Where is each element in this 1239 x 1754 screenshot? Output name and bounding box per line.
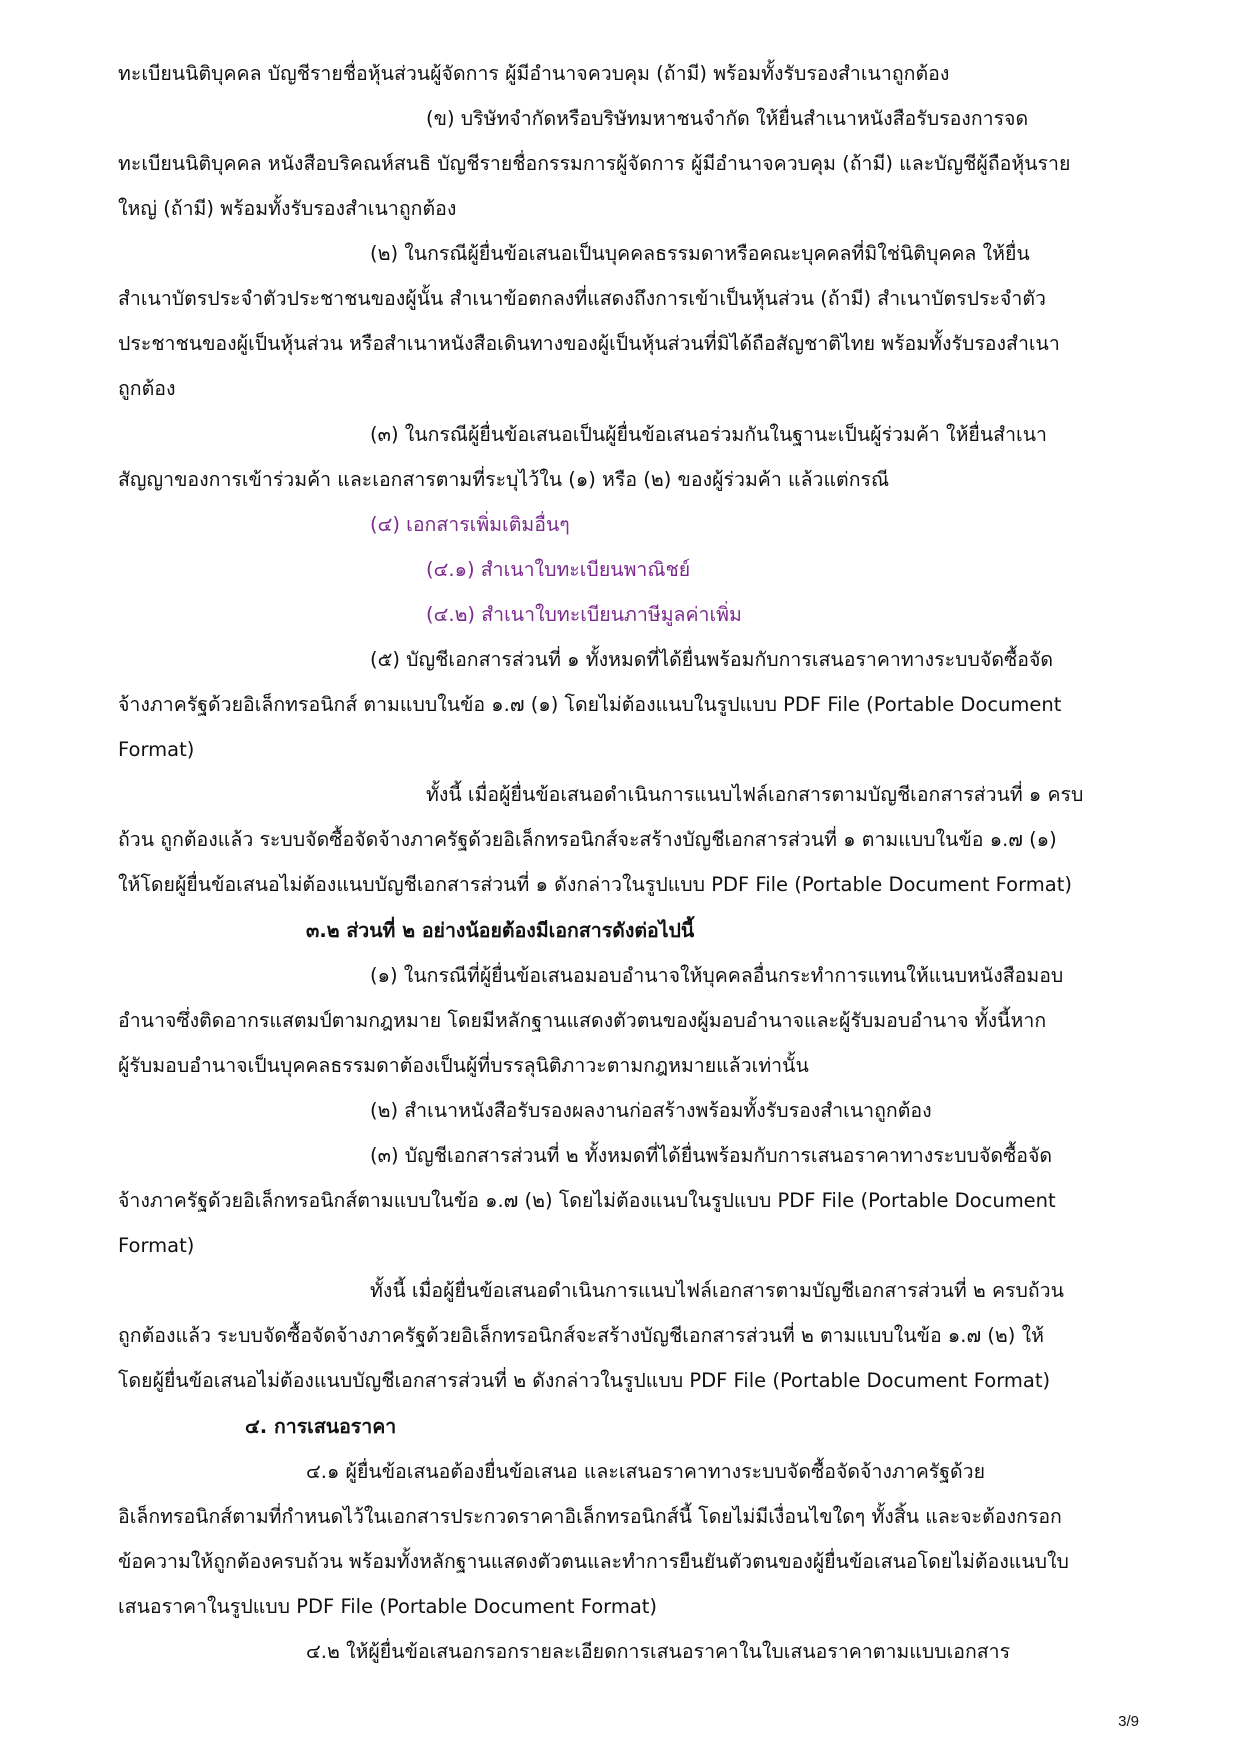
text-line: จ้างภาครัฐด้วยอิเล็กทรอนิกส์ ตามแบบในข้อ ๑.๗ (๑) โดยไม่ต้องแนบในรูปแบบ PDF File (Portable Document (118, 693, 1062, 716)
text-line: (๑) ในกรณีที่ผู้ยื่นข้อเสนอมอบอำนาจให้บุคคลอื่นกระทำการแทนให้แนบหนังสือมอบ (370, 964, 1064, 987)
text-line: ๔.๑ ผู้ยื่นข้อเสนอต้องยื่นข้อเสนอ และเสนอราคาทางระบบจัดซื้อจัดจ้างภาครัฐด้วย (306, 1460, 986, 1483)
section-heading: ๔. การเสนอราคา (245, 1415, 397, 1438)
text-line: Format) (118, 1234, 195, 1257)
highlighted-subitem: (๔.๑) สำเนาใบทะเบียนพาณิชย์ (426, 558, 691, 581)
text-line: ทั้งนี้ เมื่อผู้ยื่นข้อเสนอดำเนินการแนบไฟล์เอกสารตามบัญชีเอกสารส่วนที่ ๑ ครบ (426, 783, 1084, 806)
text-line: ใหญ่ (ถ้ามี) พร้อมทั้งรับรองสำเนาถูกต้อง (118, 197, 457, 220)
text-line: โดยผู้ยื่นข้อเสนอไม่ต้องแนบบัญชีเอกสารส่วนที่ ๒ ดังกล่าวในรูปแบบ PDF File (Portable Document Format) (118, 1369, 1051, 1392)
text-line: สัญญาของการเข้าร่วมค้า และเอกสารตามที่ระบุไว้ใน (๑) หรือ (๒) ของผู้ร่วมค้า แล้วแต่กรณี (118, 468, 890, 491)
page-number: 3/9 (1118, 1713, 1139, 1730)
text-line: Format) (118, 738, 195, 761)
text-line: ทะเบียนนิติบุคคล หนังสือบริคณห์สนธิ บัญชีรายชื่อกรรมการผู้จัดการ ผู้มีอำนาจควบคุม (ถ้ามี) และบัญชีผู้ถือหุ้นราย (118, 152, 1071, 175)
text-line: ๔.๒ ให้ผู้ยื่นข้อเสนอกรอกรายละเอียดการเสนอราคาในใบเสนอราคาตามแบบเอกสาร (306, 1640, 1011, 1663)
text-line: (๕) บัญชีเอกสารส่วนที่ ๑ ทั้งหมดที่ได้ยื่นพร้อมกับการเสนอราคาทางระบบจัดซื้อจัด (370, 648, 1054, 671)
text-line: ให้โดยผู้ยื่นข้อเสนอไม่ต้องแนบบัญชีเอกสารส่วนที่ ๑ ดังกล่าวในรูปแบบ PDF File (Portable Document Format) (118, 873, 1072, 896)
text-line: (๒) สำเนาหนังสือรับรองผลงานก่อสร้างพร้อมทั้งรับรองสำเนาถูกต้อง (370, 1099, 932, 1122)
text-line: ถูกต้องแล้ว ระบบจัดซื้อจัดจ้างภาครัฐด้วยอิเล็กทรอนิกส์จะสร้างบัญชีเอกสารส่วนที่ ๒ ตามแบบในข้อ ๑.๗ (๒) ให้ (118, 1324, 1044, 1347)
section-heading: ๓.๒ ส่วนที่ ๒ อย่างน้อยต้องมีเอกสารดังต่อไปนี้ (306, 919, 695, 942)
text-line: เสนอราคาในรูปแบบ PDF File (Portable Document Format) (118, 1595, 658, 1618)
text-line: (๒) ในกรณีผู้ยื่นข้อเสนอเป็นบุคคลธรรมดาหรือคณะบุคคลที่มิใช่นิติบุคคล ให้ยื่น (370, 242, 1030, 265)
text-line: จ้างภาครัฐด้วยอิเล็กทรอนิกส์ตามแบบในข้อ ๑.๗ (๒) โดยไม่ต้องแนบในรูปแบบ PDF File (Portable Document (118, 1189, 1056, 1212)
text-line: ถูกต้อง (118, 377, 176, 400)
text-line: ข้อความให้ถูกต้องครบถ้วน พร้อมทั้งหลักฐานแสดงตัวตนและทำการยืนยันตัวตนของผู้ยื่นข้อเสนอโดยไม่ต้องแนบใบ (118, 1550, 1069, 1573)
text-line: ทะเบียนนิติบุคคล บัญชีรายชื่อหุ้นส่วนผู้จัดการ ผู้มีอำนาจควบคุม (ถ้ามี) พร้อมทั้งรับรองสำเนาถูกต้อง (118, 62, 950, 85)
highlighted-item: (๔) เอกสารเพิ่มเติมอื่นๆ (370, 513, 570, 536)
text-line: สำเนาบัตรประจำตัวประชาชนของผู้นั้น สำเนาข้อตกลงที่แสดงถึงการเข้าเป็นหุ้นส่วน (ถ้ามี) สำเนาบัตรประจำตัว (118, 287, 1046, 310)
text-line: อิเล็กทรอนิกส์ตามที่กำหนดไว้ในเอกสารประกวดราคาอิเล็กทรอนิกส์นี้ โดยไม่มีเงื่อนไขใดๆ ทั้งสิ้น และจะต้องกรอก (118, 1505, 1062, 1528)
text-line: (๓) บัญชีเอกสารส่วนที่ ๒ ทั้งหมดที่ได้ยื่นพร้อมกับการเสนอราคาทางระบบจัดซื้อจัด (370, 1144, 1053, 1167)
text-line: ประชาชนของผู้เป็นหุ้นส่วน หรือสำเนาหนังสือเดินทางของผู้เป็นหุ้นส่วนที่มิได้ถือสัญชาติไทย พร้อมทั้งรับรองสำเนา (118, 332, 1060, 355)
text-line: ถ้วน ถูกต้องแล้ว ระบบจัดซื้อจัดจ้างภาครัฐด้วยอิเล็กทรอนิกส์จะสร้างบัญชีเอกสารส่วนที่ ๑ ตามแบบในข้อ ๑.๗ (๑) (118, 828, 1057, 851)
text-line: (๓) ในกรณีผู้ยื่นข้อเสนอเป็นผู้ยื่นข้อเสนอร่วมกันในฐานะเป็นผู้ร่วมค้า ให้ยื่นสำเนา (370, 423, 1047, 446)
text-line: ผู้รับมอบอำนาจเป็นบุคคลธรรมดาต้องเป็นผู้ที่บรรลุนิติภาวะตามกฎหมายแล้วเท่านั้น (118, 1054, 809, 1077)
text-line: (ข) บริษัทจำกัดหรือบริษัทมหาชนจำกัด ให้ยื่นสำเนาหนังสือรับรองการจด (426, 107, 1029, 130)
text-line: อำนาจซึ่งติดอากรแสตมป์ตามกฎหมาย โดยมีหลักฐานแสดงตัวตนของผู้มอบอำนาจและผู้รับมอบอำนาจ ทั้งนี้หาก (118, 1009, 1047, 1032)
text-line: ทั้งนี้ เมื่อผู้ยื่นข้อเสนอดำเนินการแนบไฟล์เอกสารตามบัญชีเอกสารส่วนที่ ๒ ครบถ้วน (370, 1279, 1064, 1302)
highlighted-subitem: (๔.๒) สำเนาใบทะเบียนภาษีมูลค่าเพิ่ม (426, 603, 742, 626)
